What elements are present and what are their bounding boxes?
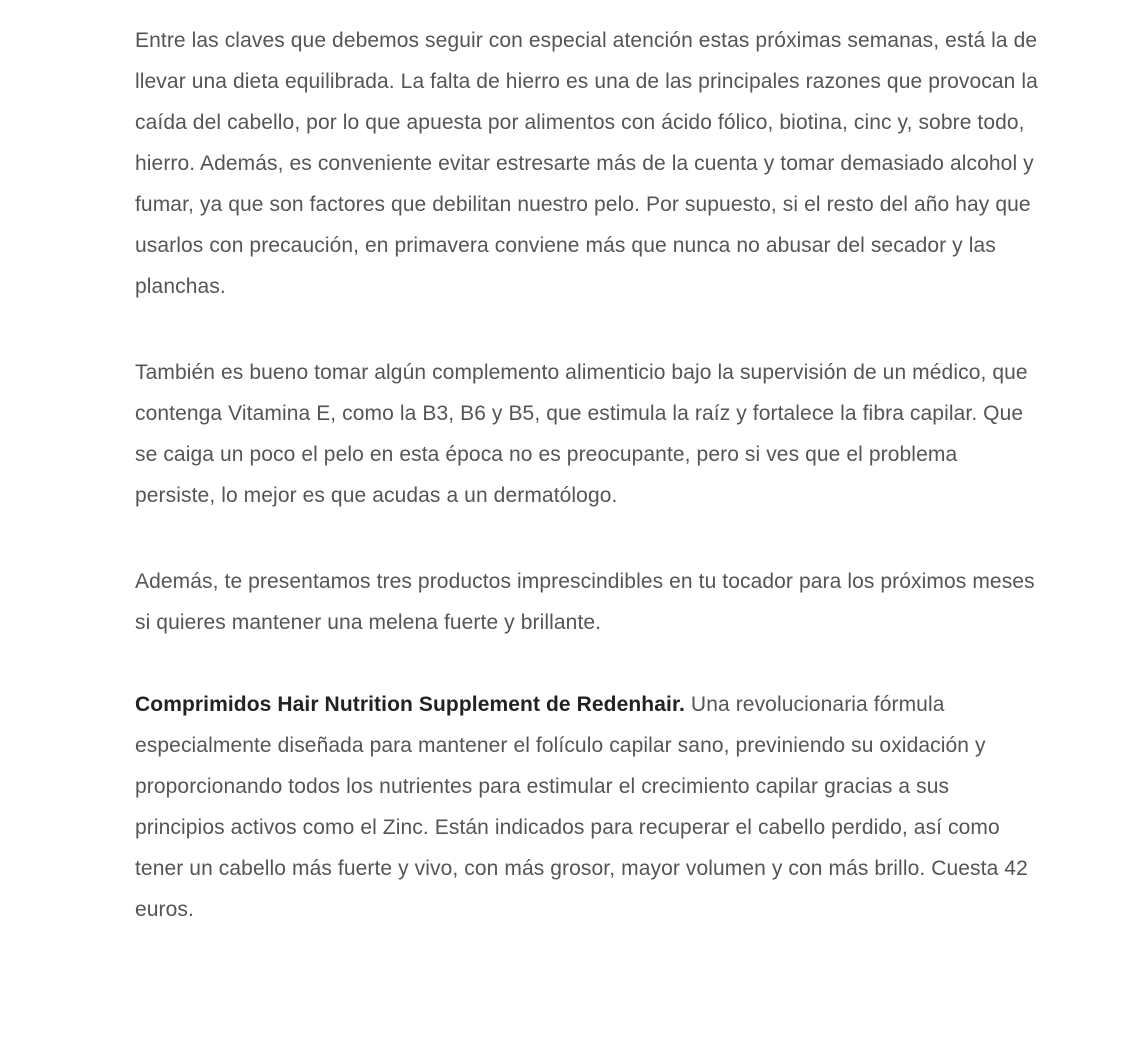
product-description: Una revolucionaria fórmula especialmente diseñada para mantener el folículo capilar sano, previniendo su oxidación y proporcionando todos los nutrientes para estimular el crecimiento capilar gracias a sus principios activos como el Zinc. Están indicados para recuperar el cabello perdido, así como tener un cabello más fuerte y vivo, con más grosor, mayor volumen y con más brillo. Cuesta 42 euros.: [135, 693, 1028, 921]
paragraph-products-intro: Además, te presentamos tres productos imprescindibles en tu tocador para los próximos meses si quieres mantener una melena fuerte y brillante.: [135, 570, 1035, 634]
paragraph-supplement: También es bueno tomar algún complemento alimenticio bajo la supervisión de un médico, que contenga Vitamina E, como la B3, B6 y B5, que estimula la raíz y fortalece la fibra capilar. Que se caiga un poco el pelo en esta época no es preocupante, pero si ves que el problema persiste, lo mejor es que acudas a un dermatólogo.: [135, 361, 1028, 507]
paragraph-product-redenhair: [135, 684, 1040, 930]
product-name: Comprimidos Hair Nutrition Supplement de Redenhair.: [135, 693, 685, 716]
article-body: [135, 20, 1040, 930]
paragraph-diet: Entre las claves que debemos seguir con especial atención estas próximas semanas, está la de llevar una dieta equilibrada. La falta de hierro es una de las principales razones que provocan la caída del cabello, por lo que apuesta por alimentos con ácido fólico, biotina, cinc y, sobre todo, hierro. Además, es conveniente evitar estresarte más de la cuenta y tomar demasiado alcohol y fumar, ya que son factores que debilitan nuestro pelo. Por supuesto, si el resto del año hay que usarlos con precaución, en primavera conviene más que nunca no abusar del secador y las planchas.: [135, 29, 1038, 298]
